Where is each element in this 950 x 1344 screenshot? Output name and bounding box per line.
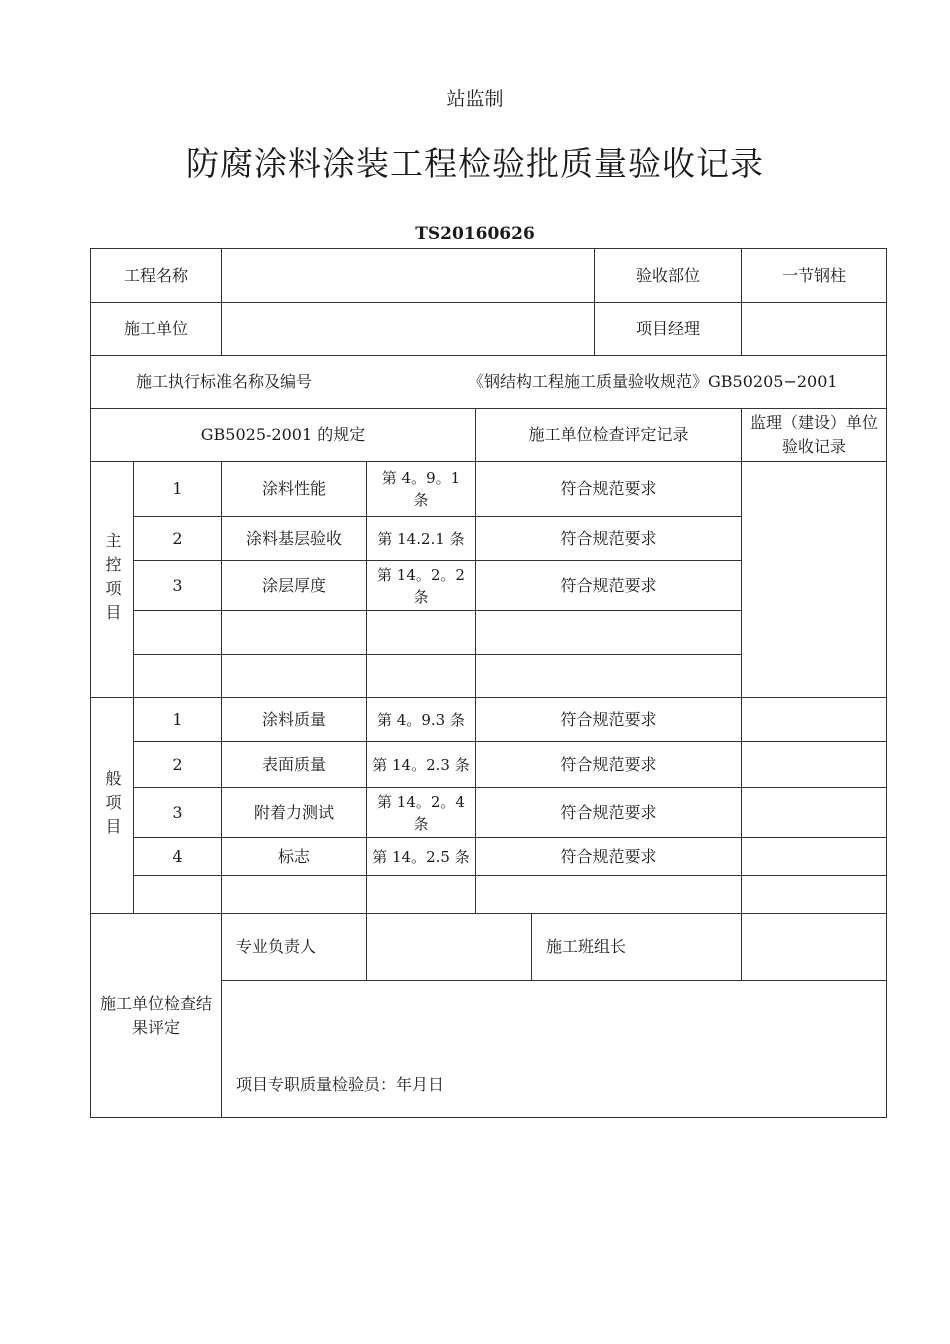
check-result xyxy=(476,655,741,697)
main-items-label: 主控项目 xyxy=(103,531,122,628)
construction-unit-value[interactable] xyxy=(222,303,594,355)
clause-ref xyxy=(367,655,475,697)
project-manager-value[interactable] xyxy=(742,303,886,355)
item-name: 表面质量 xyxy=(261,754,326,774)
check-result: 符合规范要求 xyxy=(560,575,657,595)
row-number: 3 xyxy=(172,802,183,822)
clause-ref xyxy=(367,876,475,913)
project-name-label: 工程名称 xyxy=(123,265,188,285)
row-number: 3 xyxy=(172,575,183,595)
item-name xyxy=(222,655,366,697)
check-record-column-header: 施工单位检查评定记录 xyxy=(528,425,689,444)
item-name xyxy=(222,876,366,913)
team-leader-signature[interactable] xyxy=(742,914,886,980)
acceptance-part-value[interactable]: 一节钢柱 xyxy=(781,265,846,285)
row-number: 2 xyxy=(172,528,183,548)
row-number xyxy=(134,876,221,913)
check-result: 符合规范要求 xyxy=(560,802,657,822)
clause-ref xyxy=(367,611,475,654)
check-result xyxy=(476,876,741,913)
clause-ref: 第 4。9.3 条 xyxy=(377,710,465,729)
acceptance-part-label: 验收部位 xyxy=(635,265,700,285)
row-number xyxy=(134,655,221,697)
item-name: 标志 xyxy=(277,846,310,866)
row-number xyxy=(134,611,221,654)
item-name xyxy=(222,611,366,654)
check-result: 符合规范要求 xyxy=(560,528,657,548)
clause-ref: 第 4。9。1 条 xyxy=(381,469,461,509)
item-name: 涂料基层验收 xyxy=(245,528,342,548)
check-result: 符合规范要求 xyxy=(560,479,657,498)
check-result xyxy=(476,611,741,654)
supervision-column-header: 监理（建设）单位验收记录 xyxy=(749,413,878,456)
construction-unit-label: 施工单位 xyxy=(123,319,188,338)
result-evaluation-label: 施工单位检查结果评定 xyxy=(100,993,213,1037)
check-result: 符合规范要求 xyxy=(560,754,657,774)
professional-lead-signature[interactable] xyxy=(367,914,531,980)
row-number: 4 xyxy=(172,846,183,866)
quality-inspector-line: 项目专职质量检验员：年月日 xyxy=(236,1075,445,1094)
clause-ref: 第 14。2。4 条 xyxy=(377,792,465,833)
item-name: 涂料质量 xyxy=(261,709,326,729)
record-code: TS20160626 xyxy=(415,224,535,244)
general-items-label: 般项目 xyxy=(103,769,122,842)
row-number: 2 xyxy=(172,754,183,774)
clause-ref: 第 14.2.1 条 xyxy=(377,529,465,548)
clause-ref: 第 14。2.5 条 xyxy=(372,847,470,866)
item-name: 涂层厚度 xyxy=(261,575,326,595)
professional-lead-label: 专业负责人 xyxy=(236,937,317,956)
project-name-value[interactable] xyxy=(222,249,594,302)
row-number: 1 xyxy=(172,479,183,498)
project-manager-label: 项目经理 xyxy=(635,319,700,338)
item-name: 附着力测试 xyxy=(253,802,334,822)
spec-column-header: GB5025-2001 的规定 xyxy=(200,425,366,444)
standard-label: 施工执行标准名称及编号 xyxy=(136,372,313,391)
subtitle: 站监制 xyxy=(446,88,504,110)
page-title: 防腐涂料涂装工程检验批质量验收记录 xyxy=(186,144,764,183)
row-number: 1 xyxy=(172,709,183,729)
clause-ref: 第 14。2.3 条 xyxy=(372,755,470,774)
check-result: 符合规范要求 xyxy=(560,846,657,866)
clause-ref: 第 14。2。2 条 xyxy=(377,565,465,606)
team-leader-label: 施工班组长 xyxy=(546,937,627,956)
standard-value: 《钢结构工程施工质量验收规范》GB50205−2001 xyxy=(468,372,838,391)
check-result: 符合规范要求 xyxy=(560,709,657,729)
item-name: 涂料性能 xyxy=(261,479,326,498)
